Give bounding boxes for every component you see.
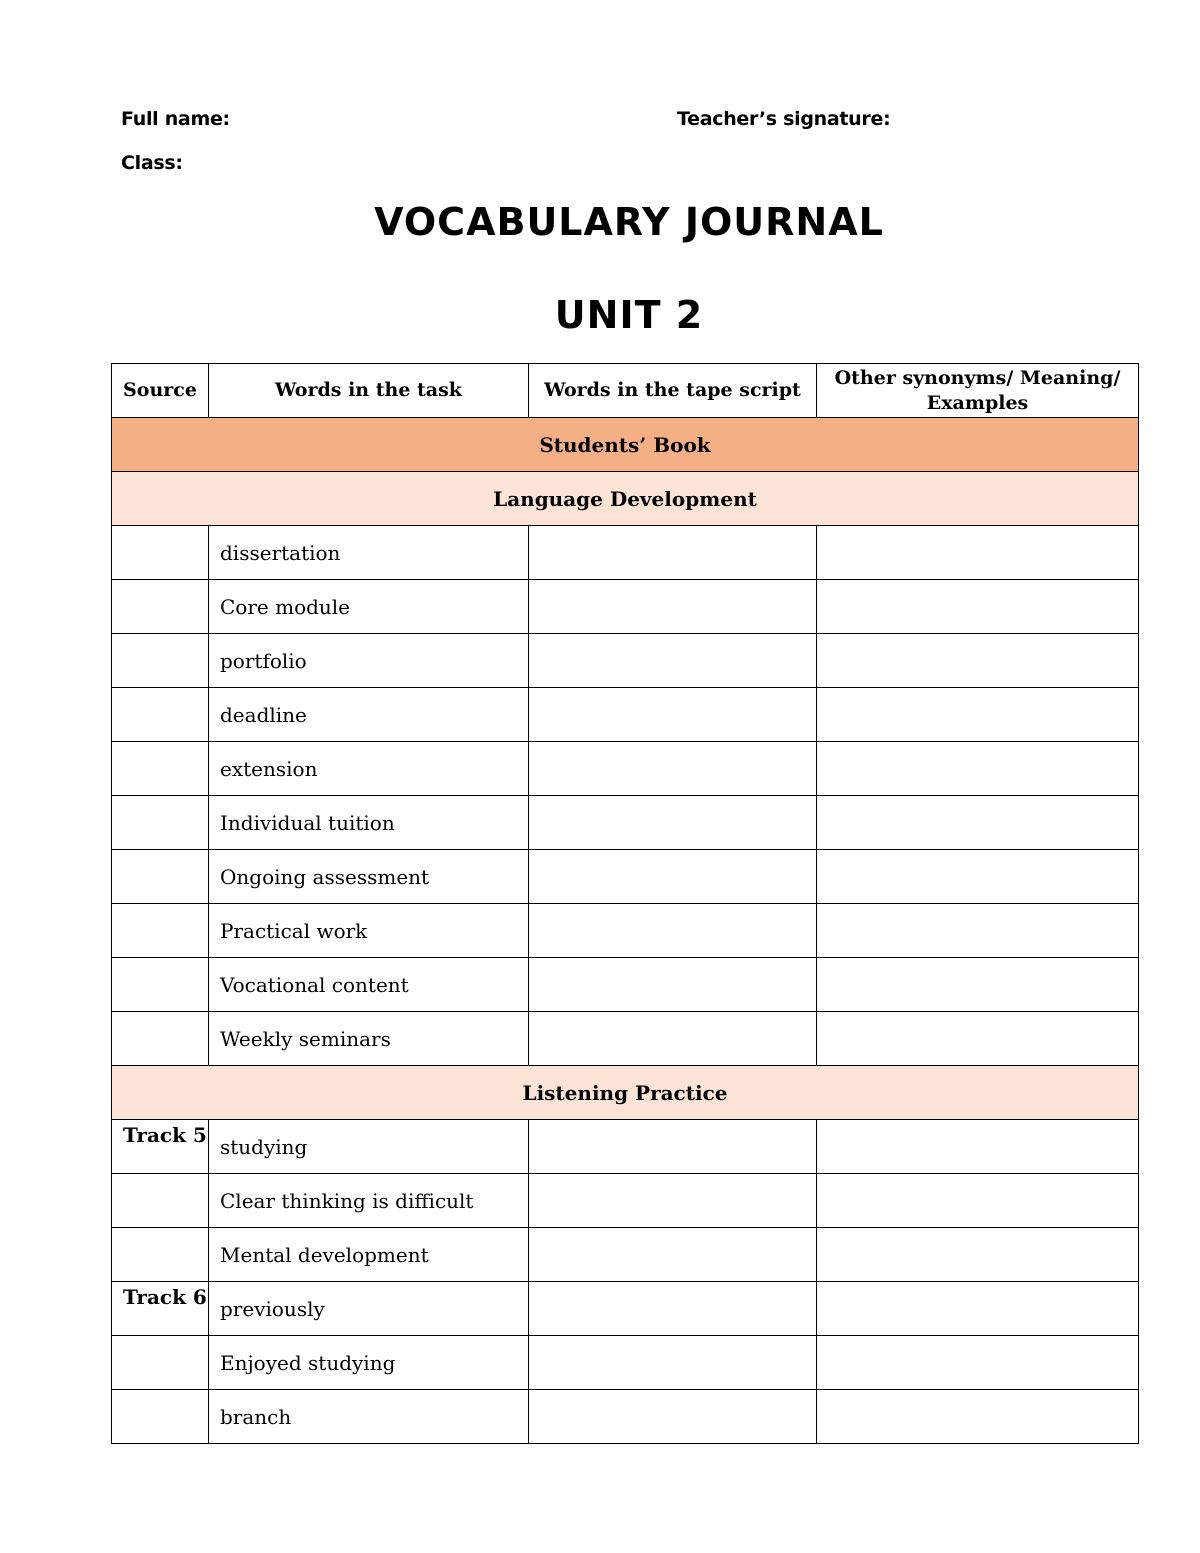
synonyms-cell[interactable] (817, 904, 1139, 958)
word-in-task-cell: previously (209, 1282, 529, 1336)
tape-script-cell[interactable] (529, 1174, 817, 1228)
synonyms-cell[interactable] (817, 1174, 1139, 1228)
source-cell[interactable] (112, 958, 209, 1012)
table-row (112, 796, 1139, 850)
synonyms-cell[interactable] (817, 1336, 1139, 1390)
word-in-task-cell: Weekly seminars (209, 1012, 529, 1066)
column-header-other-synonyms: Other synonyms/ Meaning/ Examples (817, 364, 1139, 418)
synonyms-cell[interactable] (817, 1228, 1139, 1282)
full-name-label: Full name: (121, 108, 230, 130)
word-in-task-cell: Mental development (209, 1228, 529, 1282)
source-cell[interactable] (112, 742, 209, 796)
tape-script-cell[interactable] (529, 526, 817, 580)
synonyms-cell[interactable] (817, 634, 1139, 688)
section-row-students-book (112, 418, 1139, 472)
word-in-task-cell: branch (209, 1390, 529, 1444)
source-cell[interactable] (112, 526, 209, 580)
tape-script-cell[interactable] (529, 1390, 817, 1444)
section-title: Language Development (112, 472, 1139, 526)
table-row (112, 526, 1139, 580)
source-cell[interactable] (112, 1336, 209, 1390)
table-header-row (112, 364, 1139, 418)
tape-script-cell[interactable] (529, 1228, 817, 1282)
vocabulary-table (111, 363, 1139, 1444)
synonyms-cell[interactable] (817, 958, 1139, 1012)
word-in-task-cell: Clear thinking is difficult (209, 1174, 529, 1228)
table-row (112, 1120, 1139, 1174)
word-in-task-cell: Practical work (209, 904, 529, 958)
source-cell[interactable] (112, 580, 209, 634)
class-label: Class: (121, 152, 183, 174)
tape-script-cell[interactable] (529, 850, 817, 904)
table-row (112, 580, 1139, 634)
source-cell[interactable] (112, 1390, 209, 1444)
table-row (112, 742, 1139, 796)
table-row (112, 904, 1139, 958)
word-in-task-cell: deadline (209, 688, 529, 742)
document-title: VOCABULARY JOURNAL (374, 200, 884, 244)
table-row (112, 634, 1139, 688)
word-in-task-cell: dissertation (209, 526, 529, 580)
word-in-task-cell: extension (209, 742, 529, 796)
tape-script-cell[interactable] (529, 580, 817, 634)
tape-script-cell[interactable] (529, 1282, 817, 1336)
word-in-task-cell: Ongoing assessment (209, 850, 529, 904)
synonyms-cell[interactable] (817, 526, 1139, 580)
synonyms-cell[interactable] (817, 688, 1139, 742)
table-row (112, 958, 1139, 1012)
tape-script-cell[interactable] (529, 796, 817, 850)
source-cell[interactable] (112, 796, 209, 850)
source-cell[interactable]: Track 5 (112, 1120, 209, 1174)
word-in-task-cell: Individual tuition (209, 796, 529, 850)
tape-script-cell[interactable] (529, 1120, 817, 1174)
source-cell[interactable] (112, 1012, 209, 1066)
synonyms-cell[interactable] (817, 796, 1139, 850)
section-title: Students’ Book (112, 418, 1139, 472)
table-row (112, 1336, 1139, 1390)
source-cell[interactable] (112, 850, 209, 904)
synonyms-cell[interactable] (817, 1282, 1139, 1336)
table-row (112, 850, 1139, 904)
tape-script-cell[interactable] (529, 1336, 817, 1390)
tape-script-cell[interactable] (529, 688, 817, 742)
source-cell[interactable]: Track 6 (112, 1282, 209, 1336)
table-row (112, 1174, 1139, 1228)
table-row (112, 688, 1139, 742)
section-row (112, 472, 1139, 526)
synonyms-cell[interactable] (817, 742, 1139, 796)
table-row (112, 1012, 1139, 1066)
synonyms-cell[interactable] (817, 1012, 1139, 1066)
tape-script-cell[interactable] (529, 1012, 817, 1066)
section-row (112, 1066, 1139, 1120)
source-cell[interactable] (112, 1228, 209, 1282)
tape-script-cell[interactable] (529, 742, 817, 796)
word-in-task-cell: studying (209, 1120, 529, 1174)
synonyms-cell[interactable] (817, 850, 1139, 904)
synonyms-cell[interactable] (817, 1390, 1139, 1444)
word-in-task-cell: Vocational content (209, 958, 529, 1012)
word-in-task-cell: portfolio (209, 634, 529, 688)
column-header-source: Source (112, 364, 209, 418)
synonyms-cell[interactable] (817, 580, 1139, 634)
source-cell[interactable] (112, 904, 209, 958)
source-cell[interactable] (112, 1174, 209, 1228)
teacher-signature-label: Teacher’s signature: (677, 108, 891, 130)
column-header-words-in-tape-script: Words in the tape script (529, 364, 817, 418)
tape-script-cell[interactable] (529, 958, 817, 1012)
unit-title: UNIT 2 (554, 293, 704, 337)
table-row (112, 1228, 1139, 1282)
table-row (112, 1282, 1139, 1336)
section-title: Listening Practice (112, 1066, 1139, 1120)
source-cell[interactable] (112, 688, 209, 742)
tape-script-cell[interactable] (529, 634, 817, 688)
tape-script-cell[interactable] (529, 904, 817, 958)
column-header-words-in-task: Words in the task (209, 364, 529, 418)
word-in-task-cell: Enjoyed studying (209, 1336, 529, 1390)
table-row (112, 1390, 1139, 1444)
synonyms-cell[interactable] (817, 1120, 1139, 1174)
word-in-task-cell: Core module (209, 580, 529, 634)
source-cell[interactable] (112, 634, 209, 688)
